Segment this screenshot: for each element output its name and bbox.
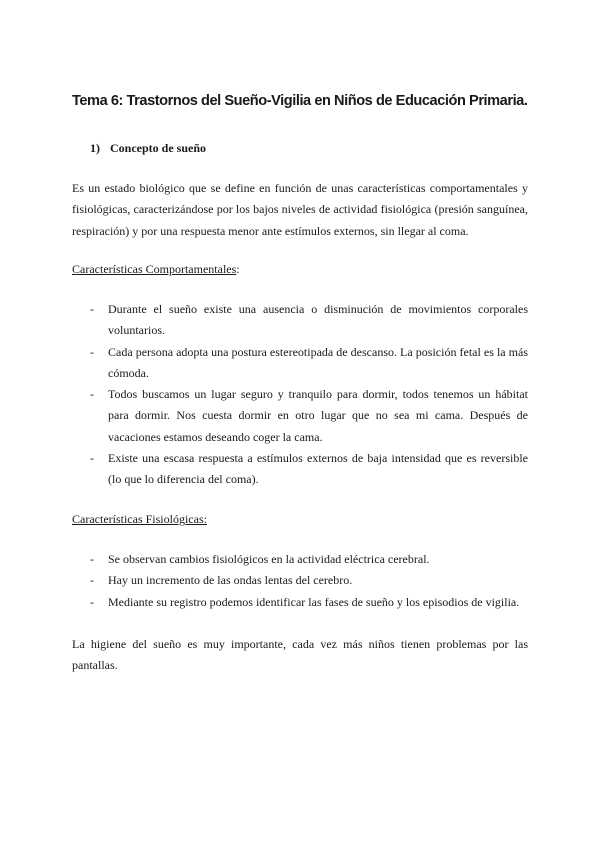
bullet-dash: - — [90, 344, 94, 359]
list-item — [90, 549, 528, 570]
list-item-text: Hay un incremento de las ondas lentas del cerebro. — [108, 573, 353, 588]
list-item — [90, 592, 528, 613]
list-item-text: Existe una escasa respuesta a estímulos externos de baja intensidad que es reversible (lo que lo diferencia del coma). — [108, 451, 528, 487]
bullet-dash: - — [90, 552, 94, 566]
list-item-text: Todos buscamos un lugar seguro y tranquilo para dormir, todos tenemos un hábitat para dormir. Nos cuesta dormir en otro lugar que no sea mi cama. Después de vacaciones estamos deseando coger la cama. — [108, 387, 528, 444]
list-item-text: Durante el sueño existe una ausencia o disminución de movimientos corporales voluntarios. — [108, 302, 528, 338]
intro-paragraph: Es un estado biológico que se define en función de unas características comportamentales y fisiológicas, caracterizándose por los bajos niveles de actividad fisiológica (presión sanguínea, respiración) y por una respuesta menor ante estímulos externos, sin llegar al coma. — [72, 181, 528, 238]
physiological-heading: Características Fisiológicas: — [72, 512, 207, 526]
list-item-text: Cada persona adopta una postura estereotipada de descanso. La posición fetal es la más cómoda. — [108, 344, 528, 380]
closing-paragraph: La higiene del sueño es muy importante, cada vez más niños tienen problemas por las pantallas. — [72, 637, 528, 673]
bullet-dash: - — [90, 302, 94, 316]
bullet-dash: - — [90, 451, 94, 466]
section-heading — [90, 141, 206, 156]
behavioral-heading-text: Características Comportamentales — [72, 262, 237, 276]
section-number: 1) — [90, 141, 100, 155]
behavioral-list — [90, 299, 528, 491]
list-item — [90, 342, 528, 385]
bullet-dash: - — [90, 573, 94, 588]
list-item-text: Mediante su registro podemos identificar las fases de sueño y los episodios de vigilia. — [108, 594, 520, 609]
list-item-text: Se observan cambios fisiológicos en la actividad eléctrica cerebral. — [108, 552, 430, 566]
list-item — [90, 299, 528, 342]
document-title: Tema 6: Trastornos del Sueño-Vigilia en Niños de Educación Primaria. — [72, 93, 528, 109]
list-item — [90, 384, 528, 448]
list-item — [90, 570, 528, 591]
section-heading-text: Concepto de sueño — [110, 141, 207, 155]
behavioral-heading-colon: : — [236, 262, 240, 276]
list-item — [90, 448, 528, 491]
physiological-list — [90, 549, 528, 613]
behavioral-heading — [72, 262, 240, 277]
bullet-dash: - — [90, 387, 94, 402]
bullet-dash: - — [90, 594, 94, 609]
